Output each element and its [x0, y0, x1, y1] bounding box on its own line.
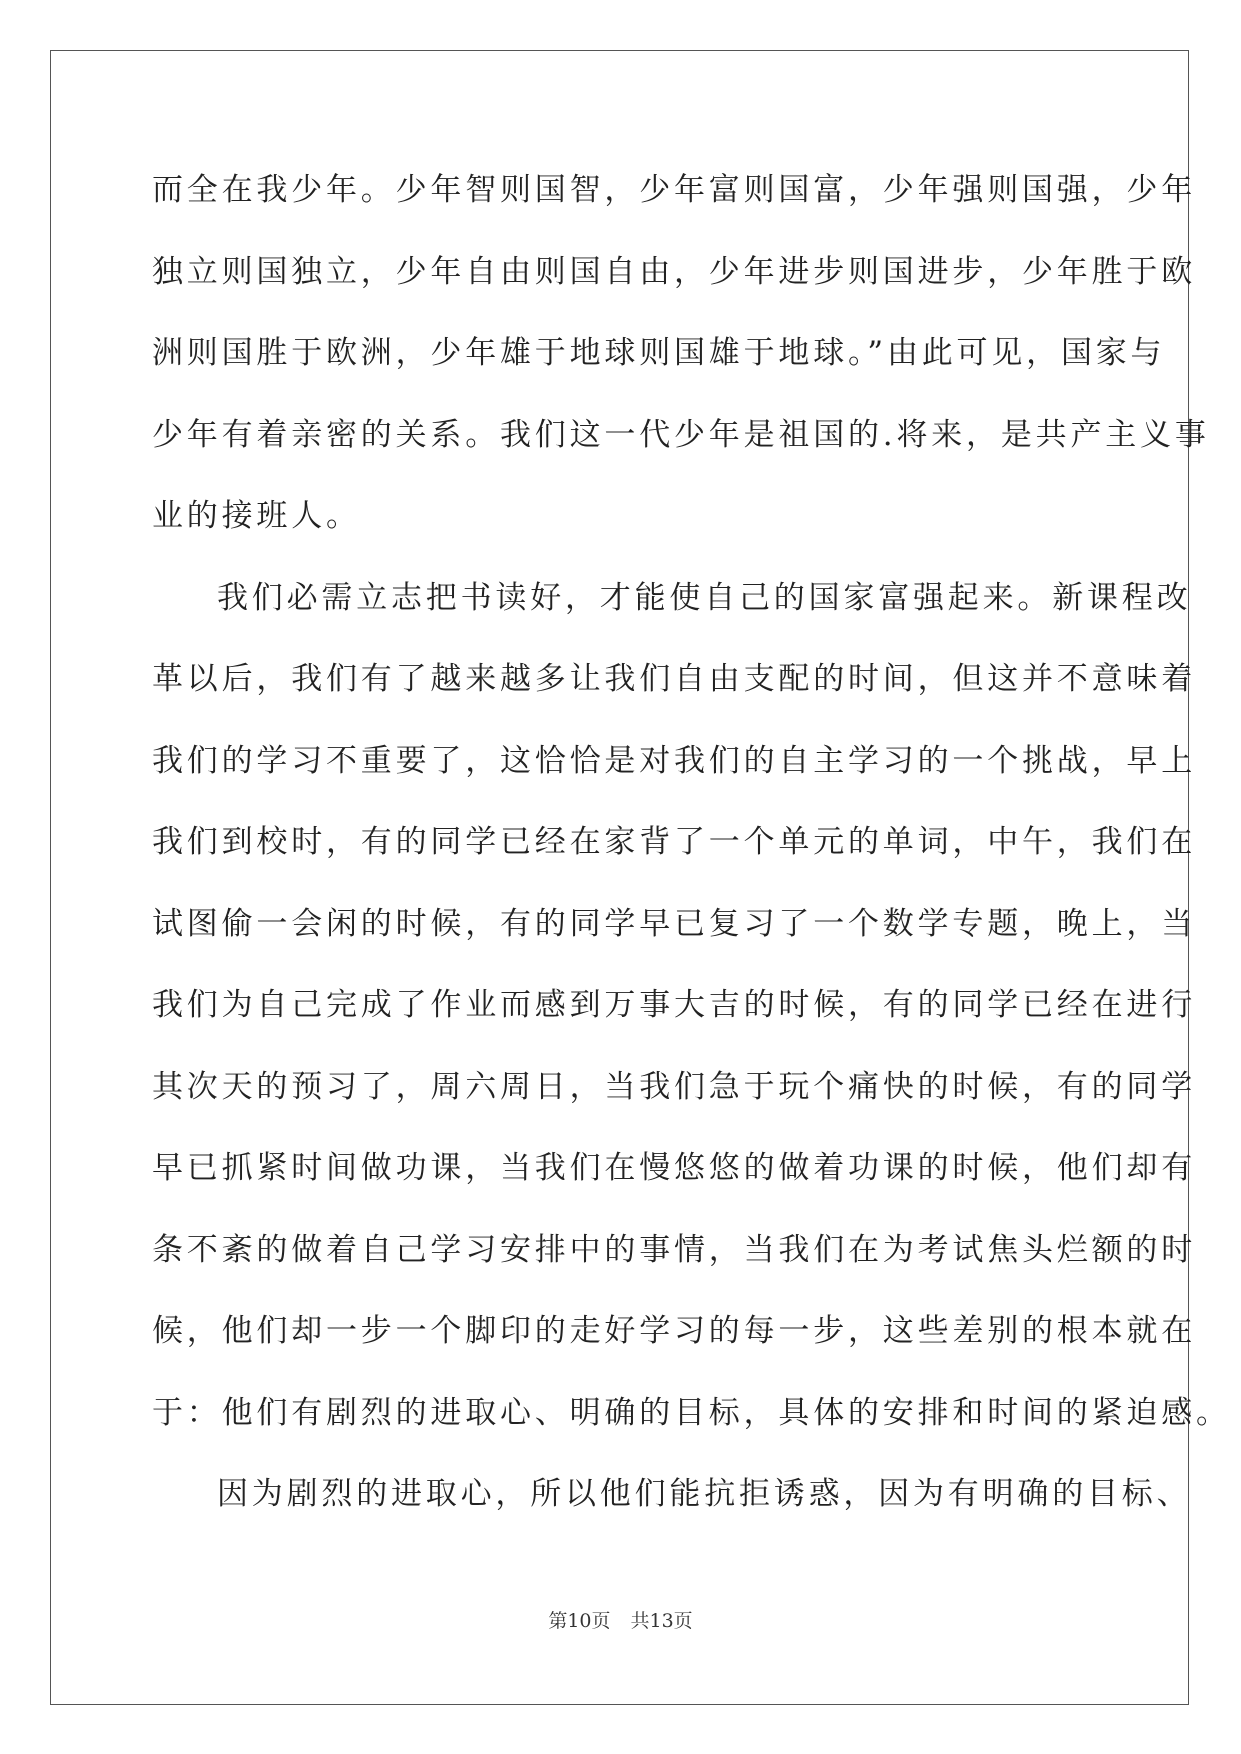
text-line: 我们的学习不重要了，这恰恰是对我们的自主学习的一个挑战，早上 — [152, 742, 1196, 779]
page-footer — [0, 1606, 1241, 1633]
text-line: 我们到校时，有的同学已经在家背了一个单元的单词，中午，我们在 — [152, 824, 1196, 860]
text-line: 因为剧烈的进取心，所以他们能抗拒诱惑，因为有明确的目标、 — [217, 1476, 1192, 1512]
text-line: 其次天的预习了，周六周日，当我们急于玩个痛快的时候，有的同学 — [152, 1068, 1196, 1105]
text-line: 试图偷一会闲的时候，有的同学早已复习了一个数学专题，晚上，当 — [152, 905, 1196, 942]
document-body — [152, 164, 1231, 1550]
text-line: 候，他们却一步一个脚印的走好学习的每一步，这些差别的根本就在 — [152, 1313, 1196, 1349]
text-line: 我们必需立志把书读好，才能使自己的国家富强起来。新课程改 — [217, 579, 1192, 616]
text-line: 条不紊的做着自己学习安排中的事情，当我们在为考试焦头烂额的时 — [152, 1231, 1196, 1268]
text-line: 早已抓紧时间做功课，当我们在慢悠悠的做着功课的时候，他们却有 — [152, 1150, 1196, 1186]
text-line: 少年有着亲密的关系。我们这一代少年是祖国的.将来，是共产主义事 — [152, 416, 1210, 453]
text-line: 而全在我少年。少年智则国智，少年富则国富，少年强则国强，少年 — [152, 172, 1196, 208]
page-total: 共13页 — [630, 1610, 693, 1632]
text-line: 业的接班人。 — [152, 498, 361, 534]
text-line: 革以后，我们有了越来越多让我们自由支配的时间，但这并不意味着 — [152, 661, 1196, 697]
text-line: 洲则国胜于欧洲，少年雄于地球则国雄于地球。”由此可见，国家与 — [152, 335, 1166, 371]
text-line: 独立则国独立，少年自由则国自由，少年进步则国进步，少年胜于欧 — [152, 253, 1196, 290]
text-line: 我们为自己完成了作业而感到万事大吉的时候，有的同学已经在进行 — [152, 987, 1196, 1023]
text-line: 于：他们有剧烈的进取心、明确的目标，具体的安排和时间的紧迫感。 — [152, 1394, 1231, 1431]
page-number: 第10页 — [548, 1610, 611, 1632]
